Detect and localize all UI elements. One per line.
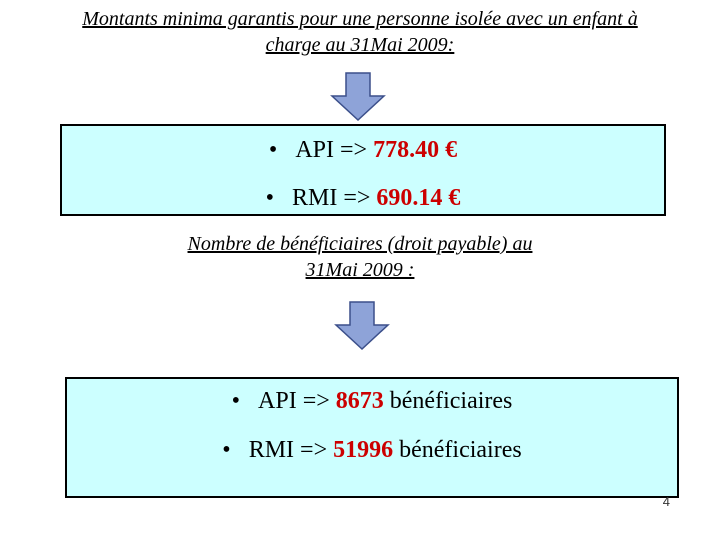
beneficiaries-value: 51996 xyxy=(333,437,394,463)
beneficiaries-suffix: bénéficiaires xyxy=(393,437,522,463)
beneficiaries-value: 8673 xyxy=(335,388,384,414)
bullet-icon: • xyxy=(265,185,274,211)
beneficiaries-suffix: bénéficiaires xyxy=(383,388,513,414)
beneficiaries-label: API => xyxy=(258,388,336,414)
section2-heading xyxy=(0,231,720,283)
down-arrow-icon xyxy=(330,72,386,122)
section1-heading-line1: Montants minima garantis pour une personne isolée avec un enfant à xyxy=(82,8,638,30)
section2-heading-line2: 31Mai 2009 : xyxy=(305,259,415,281)
beneficiaries-box xyxy=(65,377,679,498)
amount-value: 778.40 € xyxy=(373,137,458,163)
amount-value: 690.14 € xyxy=(376,185,461,211)
section1-heading xyxy=(0,6,720,58)
amount-item-api xyxy=(62,136,664,164)
down-arrow-icon xyxy=(334,301,390,351)
amount-label: API => xyxy=(295,137,374,163)
amount-item-rmi xyxy=(62,184,664,212)
beneficiaries-item-rmi xyxy=(67,436,677,464)
page-number: 4 xyxy=(662,494,670,509)
amounts-box xyxy=(60,124,666,216)
bullet-icon: • xyxy=(222,437,231,463)
beneficiaries-label: RMI => xyxy=(248,437,334,463)
bullet-icon: • xyxy=(268,137,278,163)
amount-label: RMI => xyxy=(291,185,377,211)
beneficiaries-item-api xyxy=(67,387,677,415)
section2-heading-line1: Nombre de bénéficiaires (droit payable) au xyxy=(187,233,533,255)
bullet-icon: • xyxy=(231,388,241,414)
section1-heading-line2: charge au 31Mai 2009: xyxy=(265,34,455,56)
